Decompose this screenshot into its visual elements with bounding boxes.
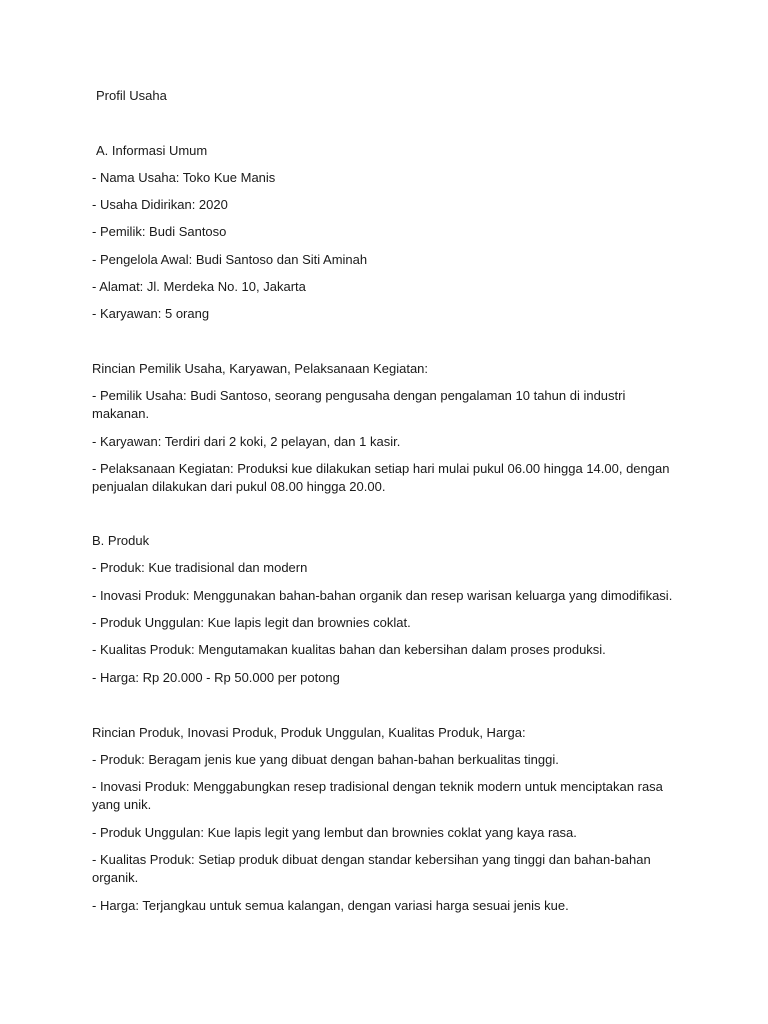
section-a-item: - Nama Usaha: Toko Kue Manis [92, 170, 276, 185]
section-b-item: - Inovasi Produk: Menggunakan bahan-bahan organik dan resep warisan keluarga yang dimodifikasi. [92, 588, 673, 603]
section-a-item: - Pemilik: Budi Santoso [92, 224, 227, 239]
section-a-heading: A. Informasi Umum [96, 143, 208, 158]
document-title: Profil Usaha [96, 88, 167, 103]
section-b-item: - Produk: Kue tradisional dan modern [92, 560, 308, 575]
section-b-item: - Harga: Rp 20.000 - Rp 50.000 per potong [92, 670, 340, 685]
rincian-a-item: - Pemilik Usaha: Budi Santoso, seorang pengusaha dengan pengalaman 10 tahun di industri makanan. [92, 388, 626, 421]
rincian-b-item: - Inovasi Produk: Menggabungkan resep tradisional dengan teknik modern untuk menciptakan rasa yang unik. [92, 779, 663, 812]
rincian-a-item: - Pelaksanaan Kegiatan: Produksi kue dilakukan setiap hari mulai pukul 06.00 hingga 14.00, dengan penjualan dilakukan dari pukul 08.00 hingga 20.00. [92, 461, 670, 494]
section-b-item: - Produk Unggulan: Kue lapis legit dan brownies coklat. [92, 615, 411, 630]
section-a-item: - Usaha Didirikan: 2020 [92, 197, 228, 212]
rincian-b-item: - Produk Unggulan: Kue lapis legit yang lembut dan brownies coklat yang kaya rasa. [92, 825, 577, 840]
rincian-a-item: - Karyawan: Terdiri dari 2 koki, 2 pelayan, dan 1 kasir. [92, 434, 401, 449]
section-b-item: - Kualitas Produk: Mengutamakan kualitas bahan dan kebersihan dalam proses produksi. [92, 642, 606, 657]
rincian-a-heading: Rincian Pemilik Usaha, Karyawan, Pelaksanaan Kegiatan: [92, 361, 429, 376]
section-a-item: - Alamat: Jl. Merdeka No. 10, Jakarta [92, 279, 306, 294]
rincian-b-heading: Rincian Produk, Inovasi Produk, Produk Unggulan, Kualitas Produk, Harga: [92, 725, 526, 740]
rincian-b-item: - Kualitas Produk: Setiap produk dibuat dengan standar kebersihan yang tinggi dan bahan-bahan organik. [92, 852, 651, 885]
section-a-item: - Karyawan: 5 orang [92, 306, 210, 321]
section-b-heading: B. Produk [92, 533, 150, 548]
section-a-item: - Pengelola Awal: Budi Santoso dan Siti Aminah [92, 252, 368, 267]
rincian-b-item: - Harga: Terjangkau untuk semua kalangan, dengan variasi harga sesuai jenis kue. [92, 898, 569, 913]
rincian-b-item: - Produk: Beragam jenis kue yang dibuat dengan bahan-bahan berkualitas tinggi. [92, 752, 559, 767]
